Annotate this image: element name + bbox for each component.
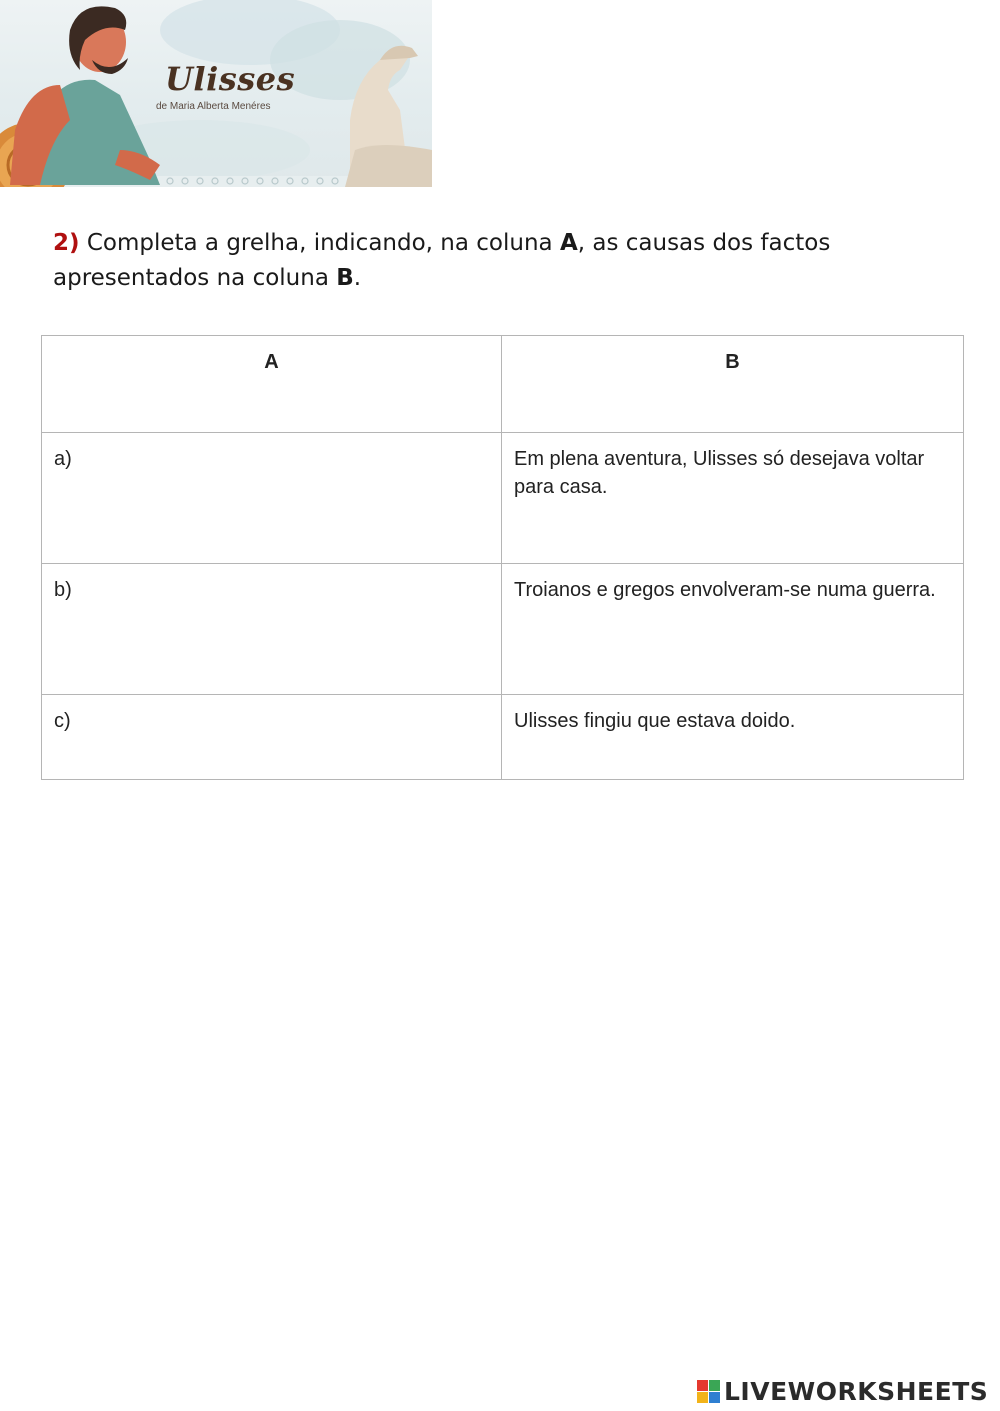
fact-cell-b: Troianos e gregos envolveram-se numa guerra. <box>502 564 964 695</box>
header-row <box>42 336 964 433</box>
table-row <box>42 695 964 780</box>
instruction-text-3: . <box>353 265 362 291</box>
header-column-a: A <box>42 336 502 433</box>
instruction-text-1: Completa a grelha, indicando, na coluna <box>79 230 560 256</box>
answer-cell-c[interactable]: c) <box>42 695 502 780</box>
book-author: de Maria Alberta Menéres <box>156 101 271 112</box>
table-row <box>42 564 964 695</box>
answer-cell-a[interactable]: a) <box>42 433 502 564</box>
liveworksheets-logo-icon <box>697 1380 720 1403</box>
instruction-text-2: , as causas dos factos apresentados na coluna <box>53 230 831 291</box>
book-banner <box>0 0 432 187</box>
liveworksheets-logo-text: LIVEWORKSHEETS <box>724 1376 989 1406</box>
exercise-number: 2) <box>53 230 80 256</box>
fact-cell-c: Ulisses fingiu que estava doido. <box>502 695 964 780</box>
answer-grid <box>41 335 964 780</box>
exercise-instruction <box>53 226 953 296</box>
column-b-ref: B <box>336 265 354 291</box>
header-column-b: B <box>502 336 964 433</box>
book-title: Ulisses <box>165 60 296 98</box>
liveworksheets-logo <box>697 1376 988 1406</box>
answer-cell-b[interactable]: b) <box>42 564 502 695</box>
fact-cell-a: Em plena aventura, Ulisses só desejava voltar para casa. <box>502 433 964 564</box>
table-row <box>42 433 964 564</box>
column-a-ref: A <box>559 230 578 256</box>
